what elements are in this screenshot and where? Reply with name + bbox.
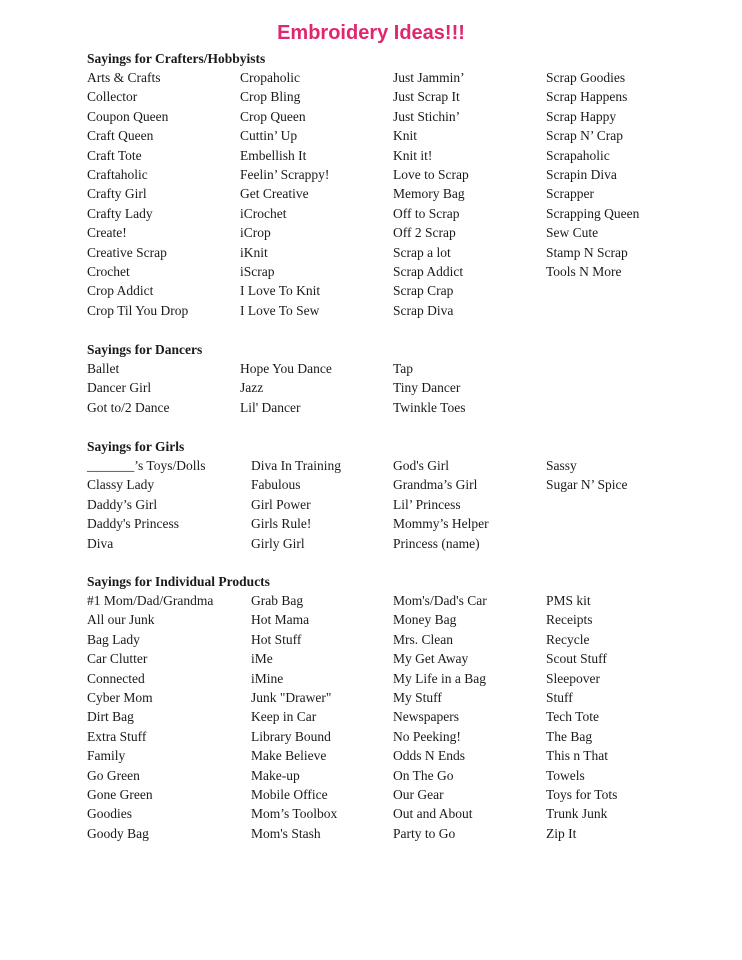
list-item: Sassy [546,458,577,473]
section-crafters [87,49,707,320]
list-item: Library Bound [251,728,331,744]
list-item: Craft Queen [87,128,154,144]
list-item: Gone Green [87,786,153,802]
list-item: Keep in Car [251,709,317,725]
list-item: Scrapping Queen [546,205,640,221]
column-4 [546,456,627,495]
list-item: Cuttin’ Up [240,128,298,144]
column-2 [240,68,329,320]
list-item: Dirt Bag [87,709,134,725]
list-item: Crochet [87,263,130,279]
column-1 [87,359,169,417]
list-item: God's Girl [393,458,450,473]
list-item: Stamp N Scrap [546,244,628,260]
list-item: Cyber Mom [87,689,153,705]
list-item: I Love To Sew [240,302,320,318]
column-3 [393,68,469,320]
list-item: iCrochet [240,205,287,221]
list-item: I Love To Knit [240,283,321,299]
list-item: Sleepover [546,670,600,686]
column-2 [240,359,332,417]
list-item: Zip It [546,825,577,841]
list-item: Lil' Dancer [240,399,301,415]
list-item: Goodies [87,806,132,822]
list-item: Tools N More [546,263,622,279]
list-item: Towels [546,767,585,783]
list-item: Mommy’s Helper [393,516,489,532]
list-item: PMS kit [546,593,591,608]
list-item: Girly Girl [251,535,305,551]
list-item: Car Clutter [87,651,148,667]
column-4 [546,68,639,281]
list-item: Crop Queen [240,108,306,124]
column-2 [251,591,337,843]
list-item: Craftaholic [87,166,148,182]
list-item: Mom's/Dad's Car [393,593,487,608]
list-item: Diva [87,535,114,551]
column-3 [393,591,487,843]
list-item: My Get Away [393,651,469,667]
list-item: Bag Lady [87,631,140,647]
list-item: Extra Stuff [87,728,147,744]
list-item: Off 2 Scrap [393,225,456,241]
list-item: Family [87,748,126,764]
section-dancers [87,340,707,417]
list-item: Recycle [546,631,590,647]
list-item: _______’s Toys/Dolls [87,458,206,473]
list-item: Crafty Girl [87,186,147,202]
list-item: On The Go [393,767,454,783]
list-item: Newspapers [393,709,459,725]
list-item: Love to Scrap [393,166,469,182]
list-item: Party to Go [393,825,456,841]
list-item: Daddy's Princess [87,516,180,532]
column-2 [251,456,341,553]
list-item: iMine [251,670,284,686]
list-item: Scrapaholic [546,147,610,163]
list-item: Scrapin Diva [546,166,617,182]
list-item: Feelin’ Scrappy! [240,166,330,182]
list-item: Cropaholic [240,70,300,85]
list-item: Junk "Drawer" [251,689,332,705]
list-item: Scrap Happens [546,89,628,105]
section-individual-products [87,572,707,843]
column-1 [87,456,205,553]
list-item: Hot Stuff [251,631,302,647]
list-item: Scrap Addict [393,263,464,279]
list-item: Coupon Queen [87,108,169,124]
list-item: All our Junk [87,612,155,628]
list-item: Scrap Crap [393,283,454,299]
column-3 [393,359,465,417]
column-1 [87,591,213,843]
list-item: The Bag [546,728,593,744]
list-item: Twinkle Toes [393,399,466,415]
list-item: iCrop [240,225,271,241]
list-item: Embellish It [240,147,307,163]
list-item: Tiny Dancer [393,380,461,396]
list-item: Dancer Girl [87,380,152,396]
list-item: Tap [393,361,414,376]
list-item: Diva In Training [251,458,342,473]
column-3 [393,456,489,553]
list-item: Go Green [87,767,140,783]
list-item: Goody Bag [87,825,149,841]
list-item: No Peeking! [393,728,461,744]
list-item: Craft Tote [87,147,142,163]
section-heading: Sayings for Individual Products [87,574,270,589]
list-item: Daddy’s Girl [87,496,158,512]
list-item: Just Jammin’ [393,70,465,85]
list-item: Girls Rule! [251,516,312,532]
list-item: iKnit [240,244,268,260]
list-item: My Stuff [393,689,442,705]
list-item: Crop Addict [87,283,154,299]
list-item: Scrap N’ Crap [546,128,623,144]
list-item: Jazz [240,380,264,396]
list-item: Tech Tote [546,709,599,725]
list-item: Classy Lady [87,477,155,493]
column-1 [87,68,188,320]
list-item: Just Scrap It [393,89,460,105]
list-item: Just Stichin’ [393,108,461,124]
list-item: Connected [87,670,145,686]
list-item: Hope You Dance [240,361,332,376]
list-item: Knit it! [393,147,433,163]
section-heading: Sayings for Girls [87,439,185,454]
list-item: Scrap a lot [393,244,451,260]
list-item: Girl Power [251,496,311,512]
list-item: Mom’s Toolbox [251,806,338,822]
list-item: Crop Bling [240,89,301,105]
page-title: Embroidery Ideas!!! [277,22,465,44]
list-item: Trunk Junk [546,806,608,822]
list-item: Mrs. Clean [393,631,453,647]
list-item: Lil’ Princess [393,496,461,512]
list-item: Grab Bag [251,593,304,608]
list-item: Knit [393,128,418,144]
list-item: Scout Stuff [546,651,607,667]
list-item: Fabulous [251,477,301,493]
list-item: iScrap [240,263,275,279]
list-item: Make-up [251,767,300,783]
list-item: Sugar N’ Spice [546,477,628,493]
list-item: Scrap Diva [393,302,454,318]
list-item: Money Bag [393,612,457,628]
list-item: Out and About [393,806,473,822]
list-item: Arts & Crafts [87,70,161,85]
list-item: Crop Til You Drop [87,302,189,318]
list-item: Make Believe [251,748,327,764]
list-item: Mobile Office [251,786,328,802]
list-item: Sew Cute [546,225,599,241]
list-item: Creative Scrap [87,244,167,260]
list-item: Create! [87,225,127,241]
list-item: Ballet [87,361,120,376]
list-item: #1 Mom/Dad/Grandma [87,593,214,608]
list-item: Princess (name) [393,535,480,551]
list-item: My Life in a Bag [393,670,486,686]
list-item: Scrap Happy [546,108,617,124]
list-item: Toys for Tots [546,786,618,802]
list-item: Hot Mama [251,612,310,628]
list-item: Get Creative [240,186,309,202]
list-item: Grandma’s Girl [393,477,478,493]
list-item: Collector [87,89,138,105]
list-item: Mom's Stash [251,825,321,841]
list-item: iMe [251,651,273,667]
list-item: Scrap Goodies [546,70,626,85]
list-item: Off to Scrap [393,205,460,221]
list-item: This n That [546,748,608,764]
section-heading: Sayings for Dancers [87,342,203,357]
list-item: Scrapper [546,186,594,202]
list-item: Receipts [546,612,593,628]
list-item: Memory Bag [393,186,465,202]
section-heading: Sayings for Crafters/Hobbyists [87,51,266,66]
list-item: Odds N Ends [393,748,466,764]
list-item: Stuff [546,689,573,705]
column-4 [546,591,617,843]
list-item: Got to/2 Dance [87,399,170,415]
list-item: Crafty Lady [87,205,153,221]
list-item: Our Gear [393,786,444,802]
section-girls [87,437,707,553]
